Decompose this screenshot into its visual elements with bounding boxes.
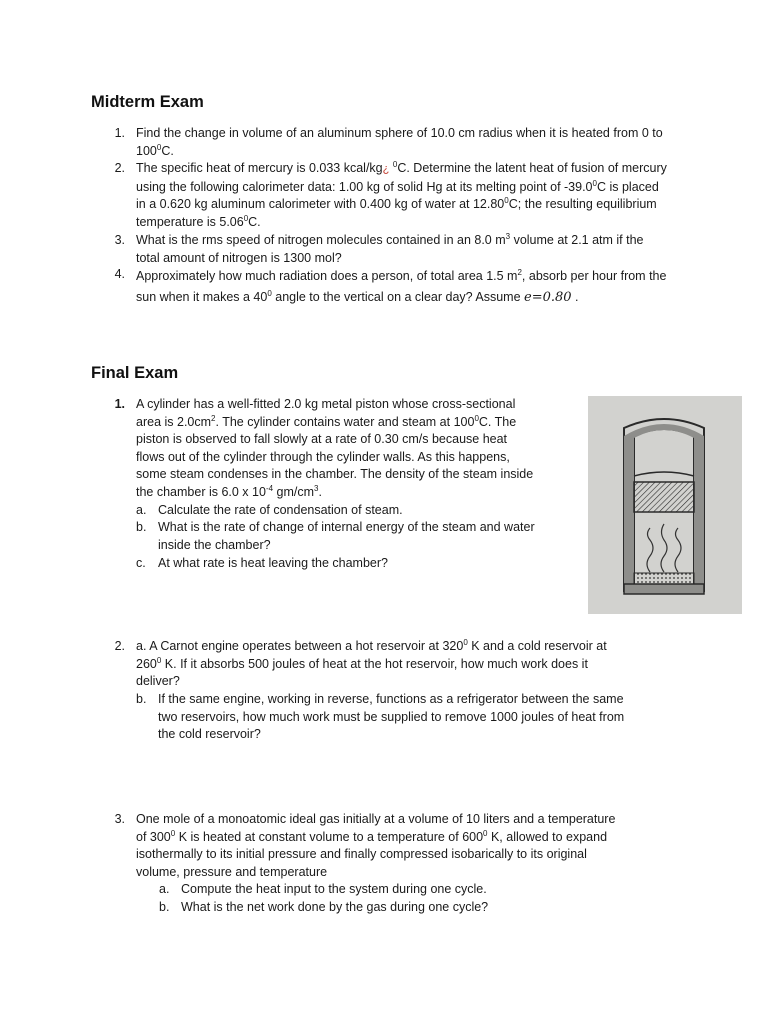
steam-wisp	[675, 528, 681, 572]
question-number: 4.	[114, 267, 125, 281]
missing-glyph-mark: ¿	[382, 163, 390, 175]
question-number: 3.	[114, 812, 125, 826]
cylinder-base	[624, 584, 704, 594]
piston	[634, 482, 694, 512]
question-text: A cylinder has a well-fitted 2.0 kg metal piston whose cross-sectional area is $2.0cm^2$. The cylinder contains water and steam at $100^0C$. The piston is observed to fall slowly at a rate of 0.30 cm/s because heat flows out of the cylinder through the cylinder walls. As this happens, some steam condenses in the chamber. The density of the steam inside the chamber is 6.0 x $10^{-4}$ $gm/cm^3$.	[136, 397, 534, 499]
question-number: 1.	[114, 126, 125, 140]
midterm-heading: Midterm Exam	[91, 93, 204, 111]
final-heading: Final Exam	[91, 364, 179, 382]
cylinder-wall-left	[624, 436, 634, 588]
cylinder-wall-right	[694, 436, 704, 588]
cylinder-diagram	[588, 396, 742, 614]
question-text: One mole of a monoatomic ideal gas initially at a volume of 10 liters and a temperature of $300^0$ K is heated at constant volume to a temperature of $600^0$ K, allowed to expand isothermally to its initial pressure and finally compressed isobarically to its original volume, pressure and temperature	[136, 812, 616, 879]
question-number: 3.	[114, 233, 125, 247]
question-text: The specific heat of mercury is 0.033 kcal/kg¿ $^0$C. Determine the latent heat of fusion of mercury using the following calorimeter data: 1.00 kg of solid Hg at its melting point of -39.0$^0$C is placed in a 0.620 kg aluminum calorimeter with 0.400 kg of water at 12.80$^0$C; the resulting equilibrium temperature is 5.06$^0$C.	[136, 160, 667, 229]
emissivity-formula: e=0.80	[524, 290, 572, 305]
question-number: 2.	[114, 639, 125, 653]
question-number: 2.	[114, 161, 125, 175]
question-number: 1.	[114, 397, 125, 411]
steam-wisp	[647, 528, 653, 572]
question-text: a. A Carnot engine operates between a hot reservoir at $320^0$ K and a cold reservoir at $260^0$ K. If it absorbs 500 joules of heat at the hot reservoir, how much work does it deliver?	[136, 638, 607, 689]
cylinder-piston-figure	[588, 396, 742, 614]
question-text: What is the rms speed of nitrogen molecules contained in an 8.0 $m^3$ volume at 2.1 atm if the total amount of nitrogen is 1300 mol?	[136, 232, 644, 265]
exam-page: Midterm Exam 1. Find the change in volume of an aluminum sphere of 10.0 cm radius when it is heated from 0 to $100^0C$. 2. The specific heat of mercury is 0.033 kcal/kg¿ $^0$C. Determine the latent heat of fusion of mercury using the following calorimeter data: 1.00 kg of solid Hg at its melting point of -39.0$^0$C is placed in a 0.620 kg aluminum calorimeter with 0.400 kg of water at 12.80$^0$C; the resulting equilibrium temperature is 5.06$^0$C. 3. What is the rms speed of nitrogen molecules contained in an 8.0 $m^3$ volume at 2.1 atm if the total amount of nitrogen is 1300 mol? 4. Approximately how much radiation does a person, of total area 1.5 $m^2$, absorb per hour from the sun when it makes a $40^0$ angle to the vertical on a clear day? Assume e=0.80 . Final Exam 1. A cylinder has a well-fitted 2.0 kg metal piston whose cross-sectional area is $2.0cm^2$. The cylinder contains water and steam at $100^0C$. The piston is observed to fall slowly at a rate of 0.30 cm/s because heat flows out of the cylinder through the cylinder walls. As this happens, some steam condenses in the chamber. The density of the steam inside the chamber is 6.0 x $10^{-4}$ $gm/cm^3$. a. Calculate the rate of condensation of steam. b. What is the rate of change of internal energy of the steam and water inside the chamber? c. At what rate is heat leaving the chamber? 2. a. A Carnot engine operates between a hot reservoir at $320^0$ K and a cold reservoir at $260^0$ K. If it absorbs 500 joules of heat at the hot reservoir, how much work does it deliver? b. If the same engine, working in reverse, functions as a refrigerator between the same two reservoirs, how much work must be supplied to remove 1000 joules of heat from the cold reservoir? 3. One mole of a monoatomic ideal gas initially at a volume of 10 liters and a temperature of $300^0$ K is heated at constant volume to a temperature of $600^0$ K, allowed to expand isothermally to its initial pressure and finally compressed isobarically to its original volume, pressure and temperature a. Compute the heat input to the system during one cycle. b. What is the net work done by the gas during one cycle?	[0, 0, 768, 1024]
water-layer	[634, 573, 694, 584]
question-text: Approximately how much radiation does a person, of total area 1.5 $m^2$, absorb per hour from the sun when it makes a $40^0$ angle to the vertical on a clear day? Assume e=0.80 .	[136, 268, 667, 305]
question-text: Find the change in volume of an aluminum sphere of 10.0 cm radius when it is heated from 0 to $100^0C$.	[136, 126, 663, 158]
steam-wisp	[661, 524, 667, 572]
